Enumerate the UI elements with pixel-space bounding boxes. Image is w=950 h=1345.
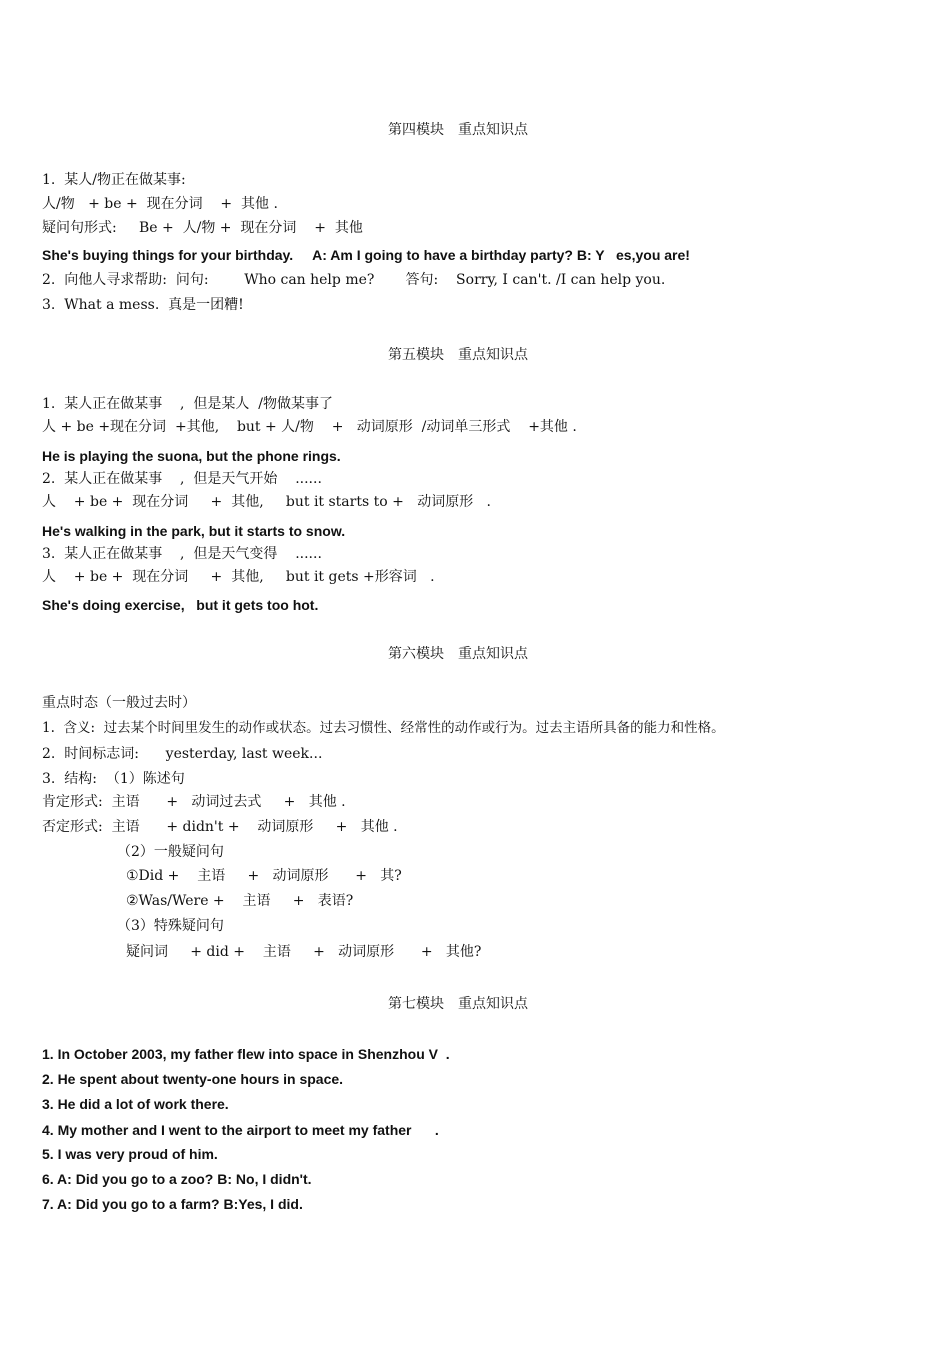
m6-time-words: 2. 时间标志词: yesterday, last week... xyxy=(42,746,323,762)
module-7-title: 第七模块 重点知识点 xyxy=(388,996,528,1012)
m5-point-1: 1. 某人正在做某事 , 但是某人 /物做某事了 xyxy=(42,396,334,412)
m6-structure: 3. 结构: （1）陈述句 xyxy=(42,771,185,787)
m4-question-form: 疑问句形式: Be + 人/物 + 现在分词 + 其他 xyxy=(42,220,363,236)
m7-sentence-2: 2. He spent about twenty-one hours in space. xyxy=(42,1071,344,1087)
m5-point-2: 2. 某人正在做某事 , 但是天气开始 ...... xyxy=(42,471,322,487)
m7-sentence-3: 3. He did a lot of work there. xyxy=(42,1096,229,1112)
module-4-title: 第四模块 重点知识点 xyxy=(388,122,528,138)
m6-tense-heading: 重点时态（一般过去时） xyxy=(42,695,196,711)
m5-example-3: She's doing exercise, but it gets too hot. xyxy=(42,597,319,613)
m5-structure-2: 人 + be + 现在分词 + 其他, but it starts to + 动词原形 . xyxy=(42,494,491,510)
m7-sentence-6: 6. A: Did you go to a zoo? B: No, I didn't. xyxy=(42,1171,312,1187)
m6-meaning: 1. 含义: 过去某个时间里发生的动作或状态。过去习惯性、经常性的动作或行为。过去主语所具备的能力和性格。 xyxy=(42,720,725,736)
m4-point-3: 3. What a mess. 真是一团糟! xyxy=(42,297,244,313)
m6-special-structure: 疑问词 + did + 主语 + 动词原形 + 其他? xyxy=(126,944,482,960)
m7-sentence-1: 1. In October 2003, my father flew into space in Shenzhou V . xyxy=(42,1046,450,1062)
m4-example: She's buying things for your birthday. A: Am I going to have a birthday party? B: Y es,you are! xyxy=(42,247,690,263)
m5-example-2: He's walking in the park, but it starts to snow. xyxy=(42,523,346,539)
m7-sentence-7: 7. A: Did you go to a farm? B:Yes, I did. xyxy=(42,1196,303,1212)
m6-general-question: （2）一般疑问句 xyxy=(117,844,224,860)
m4-structure: 人/物 + be + 现在分词 + 其他 . xyxy=(42,196,278,212)
m6-negative: 否定形式: 主语 + didn't + 动词原形 + 其他 . xyxy=(42,819,398,835)
m5-structure-1: 人 + be +现在分词 +其他, but + 人/物 + 动词原形 /动词单三形式 +其他 . xyxy=(42,419,577,435)
m6-question-did: ①Did + 主语 + 动词原形 + 其? xyxy=(126,868,402,884)
m7-sentence-5: 5. I was very proud of him. xyxy=(42,1146,218,1162)
m4-point-1: 1. 某人/物正在做某事: xyxy=(42,172,186,188)
m6-special-question: （3）特殊疑问句 xyxy=(117,918,224,934)
module-6-title: 第六模块 重点知识点 xyxy=(388,646,528,662)
m7-sentence-4: 4. My mother and I went to the airport to meet my father . xyxy=(42,1122,439,1138)
m6-affirmative: 肯定形式: 主语 + 动词过去式 + 其他 . xyxy=(42,794,346,810)
m4-point-2: 2. 向他人寻求帮助: 问句: Who can help me? 答句: Sorry, I can't. /I can help you. xyxy=(42,272,666,288)
m5-point-3: 3. 某人正在做某事 , 但是天气变得 ...... xyxy=(42,546,322,562)
m6-question-was-were: ②Was/Were + 主语 + 表语? xyxy=(126,893,354,909)
module-5-title: 第五模块 重点知识点 xyxy=(388,347,528,363)
m5-example-1: He is playing the suona, but the phone rings. xyxy=(42,448,341,464)
m5-structure-3: 人 + be + 现在分词 + 其他, but it gets +形容词 . xyxy=(42,569,435,585)
